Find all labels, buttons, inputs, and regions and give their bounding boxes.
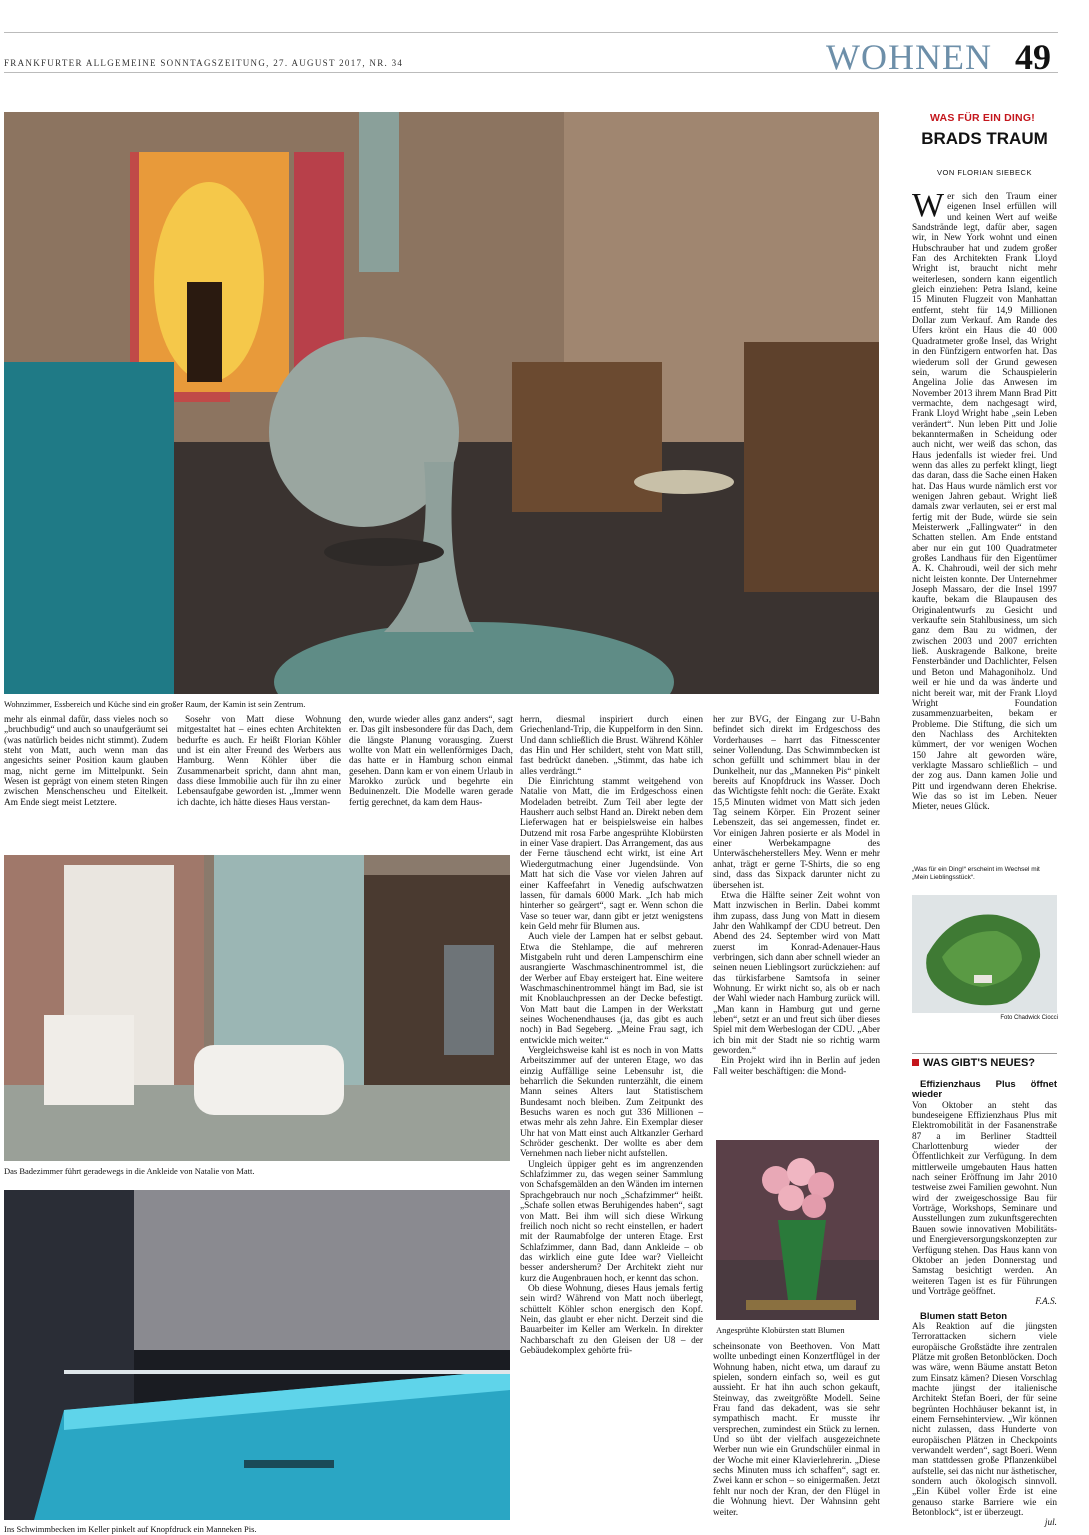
paragraph: Sosehr von Matt diese Wohnung mitgestaltet hat – eines echten Architekten bedurfte es auch. Er heißt Florian Köhler und ist ein alter Freund des Werbers aus Hamburg. Wenn Köhler über die Zusammenarbeit spricht, dann ahnt man, dass diese Immobilie auch für ihn zu einer Lebensaufgabe geworden ist. „Immer wenn ich dachte, ich hätte dieses Haus verstan- [177,715,341,808]
paragraph: her zur BVG, der Eingang zur U-Bahn befindet sich direkt im Erdgeschoss des Vorderhauses – harrt das Fitnesscenter seiner Vollendung. Das Schwimmbecken ist schon gefüllt und schimmert blau in der Dunkelheit, nur das „Manneken Pis“ pinkelt bereits auf Knopfdruck ins Wasser. Doch das Wichtigste fehlt noch: die Geräte. Exakt 15,5 Minuten widmet von Matt sich jeden Tag seinem Körper. Ein Prozent seiner Lebenszeit, das sei angemessen, findet er. Vor einigen Jahren posierte er als Model in einer Werbekampagne des Unterwäscheherstellers Mey. Wenn er mehr anhat, trägt er gerne T-Shirts, die so eng sind, dass das Sixpack darunter nicht zu übersehen ist. [713,715,880,891]
newspaper-source-line: FRANKFURTER ALLGEMEINE SONNTAGSZEITUNG, 27. AUGUST 2017, NR. 34 [4,58,404,68]
vase-caption: Angesprühte Klobürsten statt Blumen [716,1325,845,1335]
vase-photo [716,1140,879,1320]
paragraph: Etwa die Hälfte seiner Zeit wohnt von Matt inzwischen in Berlin. Dabei kommt ihm zupass, dass Jung von Matt in diesem Jahr den Wahlkampf der CDU betreut. Den Abend des 24. September wird von Matt zuerst im Konrad-Adenauer-Haus verbringen, sich dann aber schnell wieder an seinen neuen Lieblingsort zurückziehen: auf das türkisfarbene Samtsofa in seiner Wohnung. Er wirkt nicht so, als ob er nach der Wahl wieder nach Hamburg zurück will. „Man kann in Hamburg gut und gerne leben“, setzt er an und freut sich über dieses Spiel mit dem Werbeslogan der CDU. „Aber ich bin mit der Stadt nie so richtig warm geworden.“ [713,890,880,1056]
news-item-text: Von Oktober an steht das bundeseigene Effizienzhaus Plus mit Elektromobilität in der Fasanenstraße 87 a im Berliner Stadtteil Charlottenburg wieder der Öffentlichkeit zur Verfügung. In dem mittlerweile umgebauten Haus hatten nach seiner Eröffnung im Jahr 2010 testweise zwei Familien gewohnt. Nun wird der zweigeschossige Bau für Vorträge, Workshops, Seminare und Ausstellungen zum zukunftsgerechten Bauen sowie innovativen Mobilitäts- und Energieversorgungskonzepten zur Verfügung stehen. Das Haus kann von Oktober an jeden Donnerstag und Samstag besichtigt werden. An weiteren Tagen ist es für Führungen und Vorträge geöffnet. [912,1100,1057,1297]
sidebar-kicker: WAS FÜR EIN DING! [930,112,1035,124]
paragraph: mehr als einmal dafür, dass vieles noch so „bruchbudig“ und auch so unaufgeräumt sei (was natürlich beides nicht stimmt). Zudem steht von Matt, auch wenn man das angesichts seiner Position kaum glauben mag, nicht gerne im Mittelpunkt. Sein Wesen ist geprägt von einem steten Ringen zwischen Menschenscheu und Eitelkeit. Am Ende siegt meist Letztere. [4,715,168,808]
pool-photo [4,1190,510,1520]
bathroom-caption: Das Badezimmer führt geradewegs in die Ankleide von Natalie von Matt. [4,1166,255,1176]
sidebar-title: BRADS TRAUM [921,129,1048,148]
paragraph: Ungleich üppiger geht es im angrenzenden Schlafzimmer zu, das wegen seiner Sammlung von Schafsgemälden an den Wänden im internen Sprachgebrauch nur noch „Schafzimmer“ heißt. „Schafe sollen etwas Beruhigendes haben“, sagt von Matt. Bei ihm will sich diese Wirkung freilich noch nicht so recht einstellen, er hadert mit der Raumabfolge der unteren Etage. Erst Schlafzimmer, dann Bad, dann Ankleide – ob das wirklich eine gute Idee war? Vielleicht besser andersherum? Der Architekt zieht nur kurz die Augenbrauen hoch, er kennt das schon. [520,1159,703,1284]
article-col1-top [4,715,168,808]
sidebar-text [912,187,1057,813]
news-item-title: Blumen statt Beton [920,1310,1008,1322]
living-room-photo [4,112,879,694]
article-col5-bottom [713,1342,880,1518]
paragraph: herrn, diesmal inspiriert durch einen Griechenland-Trip, die Kuppelform in den Sinn. Und dann schließlich die Brust. Während Köhler das Hin und Her schildert, steht von Matt still, fast bedrückt daneben. „Stimmt, das habe ich alles verdrängt.“ [520,715,703,777]
page-number: 49 [1015,37,1051,77]
paragraph: Ein Projekt wird ihn in Berlin auf jeden Fall weiter beschäftigen: die Mond- [713,1056,880,1077]
dropcap: W [912,187,945,224]
paragraph: scheinsonate von Beethoven. Von Matt wollte unbedingt einen Konzertflügel in der Wohnung haben, nicht etwa, um darauf zu spielen, sondern einfach so, weil es gut aussieht. Er hat ihn auch schon gekauft, Steinway, das zweitgrößte Modell. Seine Frau fand das dekadent, was sie sehr sympathisch macht. Er musste ihr versprechen, zumindest ein Stück zu lernen. Und so übt der vielfach ausgezeichnete Werber nun wie ein Grundschüler einmal in der Woche mit einer Klavierlehrerin. „Diese sechs Minuten muss ich schaffen“, sagt er. Zwei kann er schon – so einigermaßen. Jetzt fehlt nur noch der Kran, der den Flügel in die Wohnung hievt. Der Wahnsinn geht weiter. [713,1342,880,1518]
paragraph: Die Einrichtung stammt weitgehend von Natalie von Matt, die im Erdgeschoss einen Modeladen betreibt. Zum Teil aber legte der Hausherr auch selbst Hand an. Direkt neben dem Lieferwagen hat er beispielsweise ein halbes Dutzend mit rosa Farbe angesprühte Klobürsten in einer Vase drapiert. Das Arrangement, das aus der Ferne täuschend echt wirkt, ist eine Art Wiedergutmachung einer Jugendsünde. Von Matt hat sich die Vase vor vielen Jahren auf einer Kaffeefahrt in Venedig aufschwatzen lassen, für damals 6000 Mark. „Ich hab mich hinterher so geärgert“, sagt er. Wenn schon die Vase so teuer war, dann gibt er jetzt wenigstens kein Geld mehr für Blumen aus. [520,777,703,932]
photo-credit: Foto Chadwick Ciocci [1000,1015,1058,1021]
article-col2-top [177,715,341,808]
news-item-signature: jul. [1044,1518,1057,1529]
sidebar-note: „Was für ein Ding!“ erscheint im Wechsel mit „Mein Lieblingsstück“. [912,866,1040,881]
main-photo-caption: Wohnzimmer, Essbereich und Küche sind ein großer Raum, der Kamin ist sein Zentrum. [4,699,306,709]
island-photo [912,895,1057,1013]
pool-caption: Ins Schwimmbecken im Keller pinkelt auf Knopfdruck ein Manneken Pis. [4,1524,257,1534]
masthead-rule-bottom [4,72,1058,73]
news-item-title: Effizienzhaus Plus öffnet wieder [912,1079,1057,1101]
news-heading-label: WAS GIBT'S NEUES? [923,1057,1036,1069]
section-title: WOHNEN [826,37,992,77]
bathroom-photo [4,855,510,1161]
article-col3-top [349,715,513,808]
news-item-signature: F.A.S. [1035,1297,1057,1308]
news-items [912,1080,1057,1529]
news-item-text: Als Reaktion auf die jüngsten Terrorattacken sichern viele europäische Großstädte ihre zentralen Plätze mit großen Betonblöcken. Doch was wäre, wenn Bäume anstatt Beton zum Einsatz kämen? Diesen Vorschlag machte jüngst der italienische Architekt Stefan Boeri, der für seine begrünten Hochhäuser bekannt ist, in einem Fernsehinterview. „Wir können nicht zulassen, dass Hunderte von europäischen Plätzen in Checkpoints verwandelt werden“, sagt Boeri. Wenn man stattdessen große Pflanzenkübel aufstelle, sei das nicht nur ästhetischer, sondern auch ökologisch sinnvoll. „Ein Kübel voller Erde ist eine genauso starke Barriere wie ein Betonblock“, ist er überzeugt. [912,1321,1057,1519]
paragraph: Auch viele der Lampen hat er selbst gebaut. Etwa die Stehlampe, die auf mehreren Mistgabeln ruht und deren Lampenschirm eine ausrangierte Waschmaschinentrommel ist, die der Werber auf Ebay ersteigert hat. Eine weitere Waschmaschinentrommel hängt im Bad, sie ist mit Knoblauchpressen an der Decke befestigt. Von Matt baut die Lampen in der Werkstatt seines Wochenendhauses (ja, das gibt es auch noch) in Bad Segeberg. „Meine Frau sagt, ich entwickle mich weiter.“ [520,932,703,1046]
news-heading [912,1053,1057,1069]
sidebar-author: VON FLORIAN SIEBECK [937,168,1032,177]
paragraph: Ob diese Wohnung, dieses Haus jemals fertig sein wird? Während von Matt noch überlegt, schüttelt Köhler schon energisch den Kopf. Nein, das glaubt er eher nicht. Derzeit sind die Bauarbeiter im Keller am Werkeln. In direkter Nachbarschaft zu den Gleisen der U8 – der Gebäudekomplex gehörte frü- [520,1283,703,1356]
masthead-rule-top [4,32,1058,33]
paragraph: den, wurde wieder alles ganz anders“, sagt er. Das gilt insbesondere für das Dach, dem die längste Planung vorausging. Zuerst wollte von Matt ein wellenförmiges Dach, das hatte er in Hamburg schon einmal gesehen. Dann kam er von einem Urlaub in Marokko zurück und begehrte ein Beduinenzelt. Die Modelle waren gerade fertig gerechnet, da kam dem Haus- [349,715,513,808]
article-col5 [713,715,880,1077]
sidebar-body: er sich den Traum einer eigenen Insel erfüllen will und keinen Wert auf weiße Sandstrände legt, dafür aber, sagen wir, in New York wohnt und einen Hubschrauber hat und zudem großer Fan des Architekten Frank Lloyd Wright ist, braucht nicht mehr weiterlesen, sondern kann eigentlich gleich einziehen: Petra Island, keine 15 Minuten Flugzeit von Manhattan entfernt, steht für 14,9 Millionen Dollar zum Verkauf. Am Rande des Ufers krönt ein Haus die 40 000 Quadratmeter große Insel, das Wright in den Fünfzigern entworfen hat. Das wiederum soll der Grund gewesen sein, warum die Schauspielerin Angelina Jolie das Anwesen im November 2013 ihrem Mann Brad Pitt vermachte, dem nachgesagt wird, Frank Lloyd Wright habe „sein Leben verändert“. Nun leben Pitt und Jolie bekanntermaßen in Scheidung oder auch nicht, wer weiß das schon, das Haus jedenfalls ist wieder frei. Und wenn das alles zu perfekt klingt, liegt das daran, dass die Sache einen Haken hat. Das Haus wurde nämlich erst vor wenigen Jahren gebaut. Wright ließ damals zwar verlauten, sei er erst mal fertig mit der Bude, würde sie sein Meisterwerk „Fallingwater“ in den Schatten stellen. Am Ende entstand aber nur ein gut 100 Quadratmeter großes Landhaus für den Eigentümer A. K. Chahroudi, weil der sich mehr nicht leisten konnte. Der Unternehmer Joseph Massaro, der die Insel 1997 kaufte, bekam die Blaupausen des Originalentwurfs zu Gesicht und verkaufte sein Stahlbusiness, um sich ganz dem Bau zu widmen, der zwischen 2003 und 2007 errichten ließ. Auskragende Balkone, breite Fensterbänder und Dachlichter, Felsen und Beton und Mahagoniholz. Und weil er hie und da was änderte und nicht bereit war, mit der Frank Lloyd Wright Foundation zusammenzuarbeiten, bekam er Probleme. Die Stiftung, die sich um den Nachlass des Architekten kümmert, der vor wenigen Wochen 150 Jahre alt geworden wäre, verklagte Massaro schließlich – und der zog aus. Dann kamen Jolie und Pitt und irgendwann deren Ehekrise. Wie das so ist im Leben. Neuer Mieter, neues Glück. [912,192,1057,813]
red-square-icon [912,1059,919,1066]
article-col4 [520,715,703,1356]
paragraph: Vergleichsweise kahl ist es noch in von Matts Arbeitszimmer auf der unteren Etage, wo das einzig Auffällige seine Lebensuhr ist, die beharrlich die Sekunden runterzählt, die einem Mann seines Alters laut Statistischem Bundesamt noch bleiben. Zum Zeitpunkt des Besuchs waren es noch gut 336 Millionen – etwas mehr als zehn Jahre. Ein Exemplar dieser Uhr hat von Matt einst auch Altkanzler Gerhard Schröder geschenkt. Der wollte es aber dem Vernehmen nach lieber nicht aufstellen. [520,1046,703,1160]
